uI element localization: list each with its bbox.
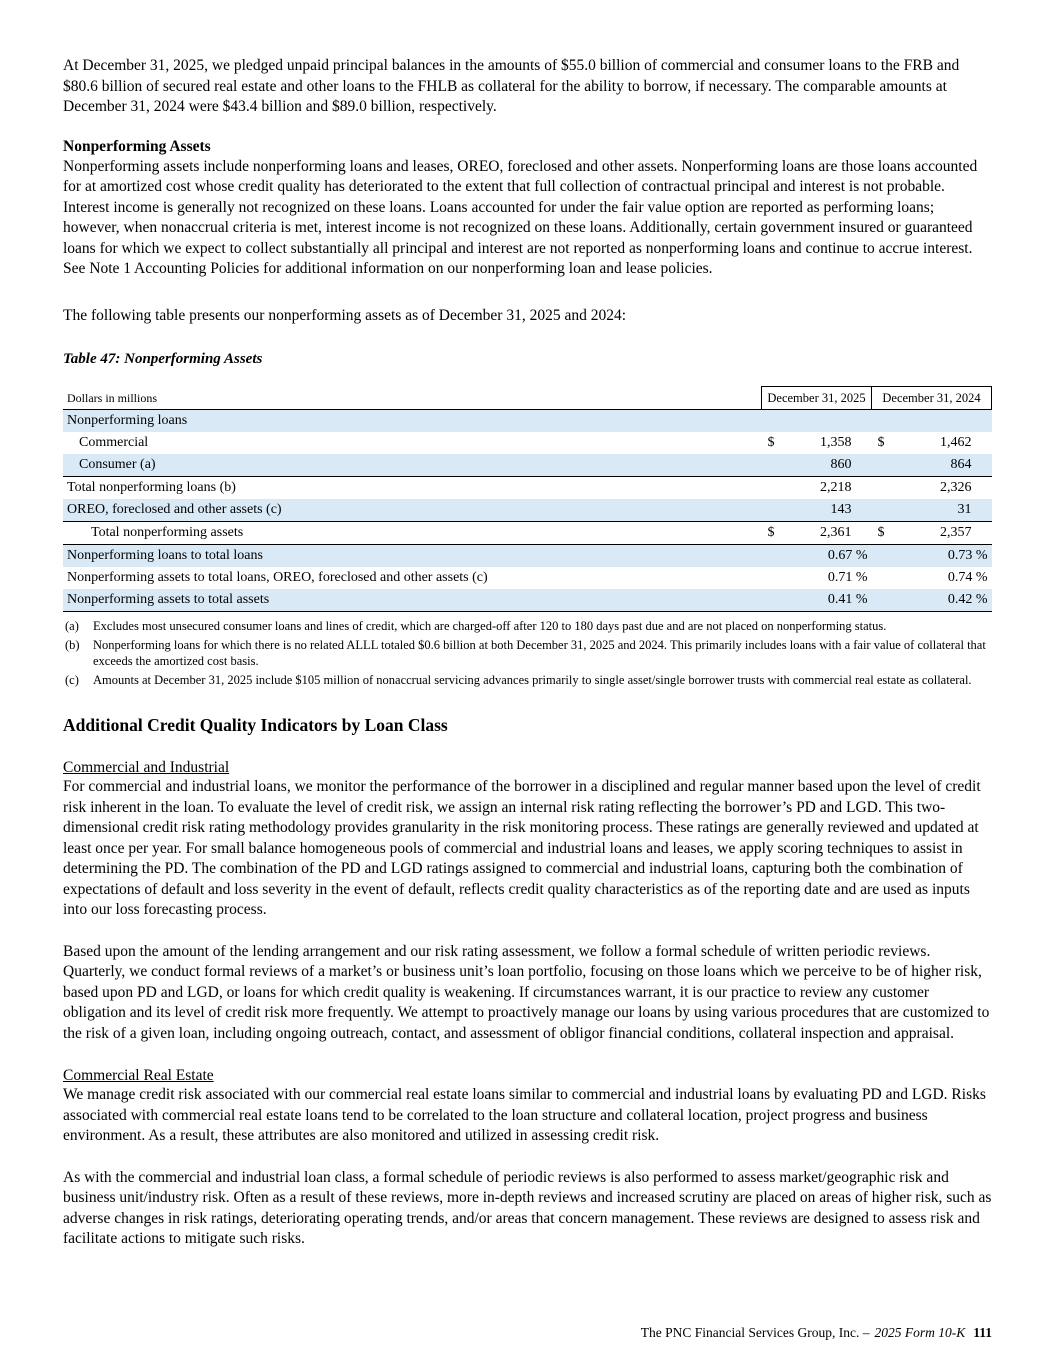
row-label: Nonperforming assets to total assets bbox=[63, 589, 762, 612]
currency-symbol bbox=[872, 477, 900, 500]
row-label: Total nonperforming loans (b) bbox=[63, 477, 762, 500]
value-2025: 143 bbox=[782, 499, 872, 522]
nonperforming-assets-heading: Nonperforming Assets bbox=[63, 137, 211, 155]
commercial-real-estate-paragraph-2: As with the commercial and industrial loan class, a formal schedule of periodic reviews is also performed to assess market/geographic risk and business unit/industry risk. Often as a result of these reviews, more in-depth reviews and increased scrutiny are placed on areas of higher risk, such as adverse changes in risk ratings, deteriorating operating trends, and/or areas that concern management. These reviews are designed to assess risk and facilitate actions to mitigate such risks. bbox=[63, 1168, 992, 1247]
value-2024: 2,326 bbox=[900, 477, 992, 500]
table-row bbox=[63, 432, 992, 454]
footnote-text: Amounts at December 31, 2025 include $105 million of nonaccrual servicing advances primarily to single asset/single borrower trusts with commercial real estate as collateral. bbox=[93, 672, 972, 687]
currency-symbol bbox=[762, 567, 782, 589]
row-label: Nonperforming loans to total loans bbox=[63, 545, 762, 568]
value-2024: 0.42 % bbox=[900, 589, 992, 612]
commercial-real-estate-subheading: Commercial Real Estate bbox=[63, 1067, 214, 1084]
nonperforming-assets-paragraph: Nonperforming assets include nonperforming loans and leases, OREO, foreclosed and other assets. Nonperforming loans are those loans accounted for at amortized cost whose credit quality has deteriorated to the extent that full collection of contractual principal and interest is not probable. Interest income is generally not recognized on these loans. Loans accounted for under the fair value option are reported as performing loans; however, when nonaccrual criteria is met, interest income is not recognized on these loans. Additionally, certain government insured or guaranteed loans for which we expect to collect substantially all principal and interest are not reported as nonperforming loans and continue to accrue interest. See Note 1 Accounting Policies for additional information on our nonperforming loan and lease policies. bbox=[63, 157, 978, 277]
currency-symbol: $ bbox=[877, 435, 885, 450]
footnote-marker: (a) bbox=[65, 619, 79, 633]
table-row bbox=[63, 522, 992, 545]
value-2024: 0.73 % bbox=[900, 545, 992, 568]
value-2025: 2,361 bbox=[782, 522, 872, 545]
column-header-2024: December 31, 2024 bbox=[872, 387, 992, 410]
commercial-industrial-paragraph-2: Based upon the amount of the lending arrangement and our risk rating assessment, we follow a formal schedule of written periodic reviews. Quarterly, we conduct formal reviews of a market’s or business unit’s loan portfolio, focusing on those loans which we perceive to be of higher risk, based upon PD and LGD, or loans for which credit quality is weakening. If circumstances warrant, it is our practice to review any customer obligation and its level of credit risk more frequently. We attempt to proactively manage our loans by using various procedures that are customized to the risk of a given loan, including ongoing outreach, contact, and assessment of obligor financial conditions, collateral inspection and appraisal. bbox=[63, 942, 990, 1042]
currency-symbol bbox=[762, 454, 782, 477]
value-2024: 2,357 bbox=[900, 522, 992, 545]
footnote-text: Excludes most unsecured consumer loans and lines of credit, which are charged-off after 120 to 180 days past due and are not placed on nonperforming status. bbox=[93, 619, 887, 633]
row-label: Nonperforming assets to total loans, OREO, foreclosed and other assets (c) bbox=[67, 570, 488, 585]
footnote-text: Nonperforming loans for which there is no related ALLL totaled $0.6 billion at both December 31, 2025 and 2024. This primarily includes loans with a fair value of collateral that exceeds the amortized cost basis. bbox=[93, 637, 986, 668]
row-label: Consumer (a) bbox=[63, 454, 762, 477]
row-label: OREO, foreclosed and other assets (c) bbox=[63, 499, 762, 522]
table-intro-paragraph: The following table presents our nonperforming assets as of December 31, 2025 and 2024: bbox=[63, 306, 627, 324]
table-row bbox=[63, 454, 992, 477]
currency-symbol bbox=[872, 454, 900, 477]
footer-page-number: 111 bbox=[973, 1325, 992, 1340]
footer-company-name: The PNC Financial Services Group, Inc. – bbox=[640, 1325, 870, 1340]
currency-symbol bbox=[872, 589, 900, 612]
footnotes-block bbox=[63, 618, 992, 688]
footnote-b bbox=[63, 637, 992, 670]
commercial-real-estate-paragraph-1: We manage credit risk associated with our commercial real estate loans similar to commercial and industrial loans by evaluating PD and LGD. Risks associated with commercial real estate loans tend to be correlated to the loan structure and collateral location, project progress and business environment. As a result, these attributes are also monitored and utilized in assessing credit risk. bbox=[63, 1086, 986, 1144]
currency-symbol bbox=[872, 545, 900, 568]
currency-symbol bbox=[762, 545, 782, 568]
value-2024: 31 bbox=[900, 499, 992, 522]
table-row bbox=[63, 567, 992, 589]
row-label: Commercial bbox=[79, 435, 149, 450]
footnote-marker: (b) bbox=[65, 637, 80, 652]
commercial-industrial-subheading: Commercial and Industrial bbox=[63, 759, 230, 776]
table-row bbox=[63, 410, 992, 433]
value-2025: 860 bbox=[782, 454, 872, 477]
intro-paragraph: At December 31, 2025, we pledged unpaid principal balances in the amounts of $55.0 billion of commercial and consumer loans to the FRB and $80.6 billion of secured real estate and other loans to the FHLB as collateral for the ability to borrow, if necessary. The comparable amounts at December 31, 2024 were $43.4 billion and $89.0 billion, respectively. bbox=[63, 57, 960, 115]
currency-symbol: $ bbox=[767, 435, 775, 450]
table-row bbox=[63, 477, 992, 500]
value-2025: 0.71 % bbox=[827, 570, 868, 585]
currency-symbol bbox=[762, 499, 782, 522]
value-2024: 0.74 % bbox=[947, 570, 988, 585]
table-row bbox=[63, 545, 992, 568]
footnote-a bbox=[63, 618, 992, 635]
column-header-2025: December 31, 2025 bbox=[762, 387, 872, 410]
value-2025: 2,218 bbox=[782, 477, 872, 500]
nonperforming-assets-table bbox=[63, 386, 992, 612]
table-unit-label: Dollars in millions bbox=[63, 387, 762, 410]
value-2024: 864 bbox=[900, 454, 992, 477]
table-row bbox=[63, 589, 992, 612]
commercial-industrial-paragraph-1: For commercial and industrial loans, we monitor the performance of the borrower in a disciplined and regular manner based upon the level of credit risk inherent in the loan. To evaluate the level of credit risk, we assign an internal risk rating reflecting the borrower’s PD and LGD. This two-dimensional credit risk rating methodology provides granularity in the risk monitoring process. These ratings are generally reviewed and updated at least once per year. For small balance homogeneous pools of commercial and industrial loans and leases, we apply scoring techniques to assist in determining the PD. The combination of the PD and LGD ratings assigned to commercial and industrial loans, capturing both the combination of expectations of default and loss severity in the event of default, reflects credit quality characteristics as of the reporting date and are used as inputs into our loss forecasting process. bbox=[63, 778, 981, 918]
currency-symbol bbox=[872, 499, 900, 522]
value-2025: 1,358 bbox=[820, 435, 852, 450]
currency-symbol bbox=[762, 477, 782, 500]
currency-symbol bbox=[762, 589, 782, 612]
currency-symbol bbox=[872, 567, 900, 589]
table-header-row bbox=[63, 387, 992, 410]
row-label: Total nonperforming assets bbox=[63, 522, 762, 545]
value-2024: 1,462 bbox=[940, 435, 972, 450]
footnote-marker: (c) bbox=[65, 672, 79, 687]
currency-symbol: $ bbox=[762, 522, 782, 545]
footnote-c bbox=[63, 672, 992, 689]
page-footer bbox=[641, 1325, 992, 1341]
table-title: Table 47: Nonperforming Assets bbox=[63, 351, 263, 367]
table-row bbox=[63, 499, 992, 522]
value-2025: 0.41 % bbox=[782, 589, 872, 612]
footer-form-name: 2025 Form 10-K bbox=[874, 1325, 966, 1340]
currency-symbol: $ bbox=[872, 522, 900, 545]
value-2025: 0.67 % bbox=[782, 545, 872, 568]
credit-quality-heading: Additional Credit Quality Indicators by Loan Class bbox=[63, 715, 448, 735]
row-label: Nonperforming loans bbox=[63, 410, 992, 433]
